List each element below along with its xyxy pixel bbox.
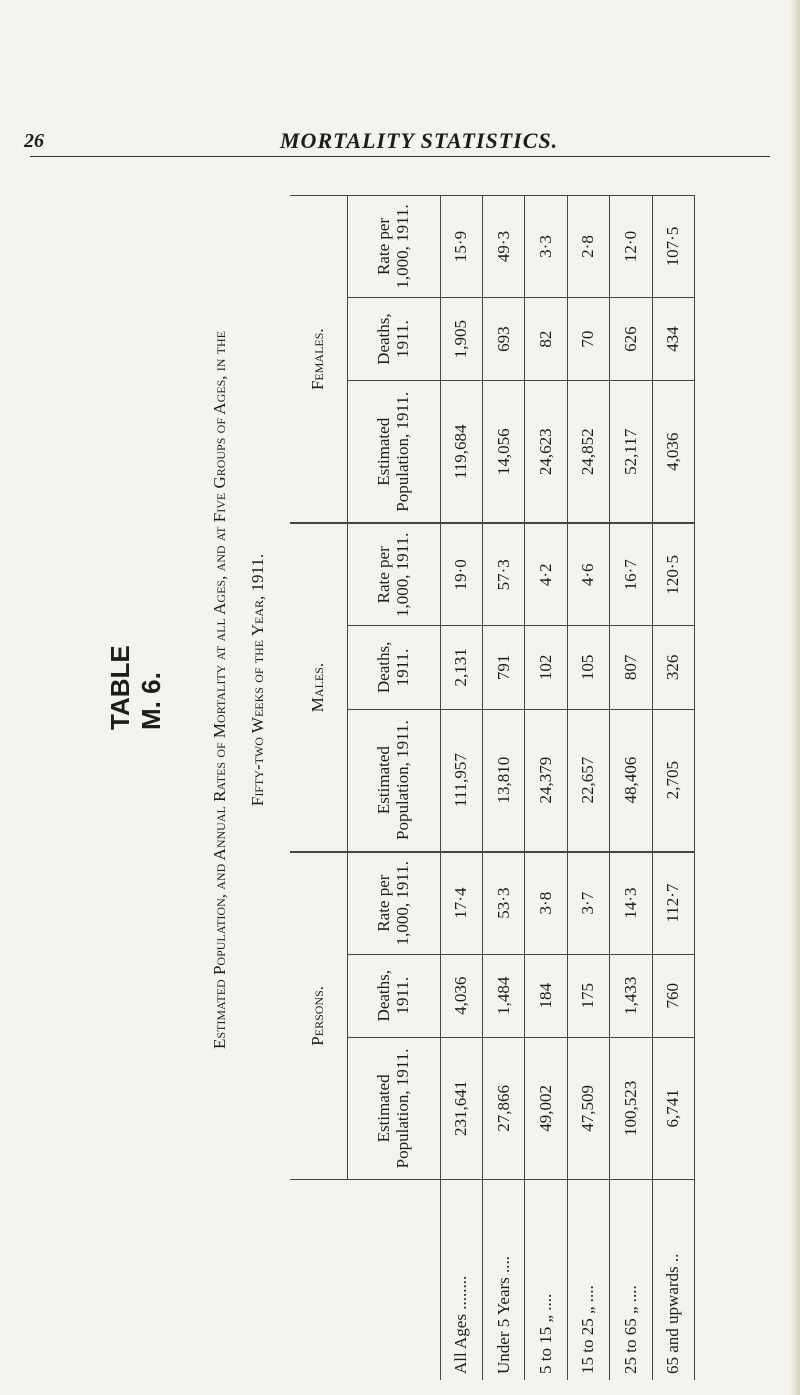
- cell-males-rate: 4·6: [567, 523, 609, 625]
- table-caption-line-1: Estimated Population, and Annual Rates of Mortality at all Ages, and at Five Groups of Ages, in the: [210, 331, 229, 1050]
- page-number: 26: [24, 130, 44, 152]
- group-header-males: Males.: [290, 523, 348, 851]
- table-row: [482, 196, 524, 1381]
- subheader-rate: Rate per 1,000, 1911.: [348, 523, 440, 625]
- row-label: 15 to 25 „ ....: [567, 1180, 609, 1381]
- cell-females-population: 119,684: [440, 381, 482, 524]
- cell-persons-population: 27,866: [482, 1037, 524, 1179]
- cell-persons-deaths: 1,484: [482, 954, 524, 1037]
- cell-persons-rate: 3·7: [567, 852, 609, 954]
- cell-persons-population: 6,741: [652, 1037, 694, 1179]
- cell-males-deaths: 791: [482, 626, 524, 709]
- cell-persons-rate: 53·3: [482, 852, 524, 954]
- cell-females-deaths: 626: [610, 297, 652, 380]
- cell-females-deaths: 1,905: [440, 297, 482, 380]
- page-header: [0, 0, 800, 160]
- cell-males-population: 111,957: [440, 709, 482, 852]
- row-label: All Ages ........: [440, 1180, 482, 1381]
- table-row: [610, 196, 652, 1381]
- cell-females-rate: 2·8: [567, 196, 609, 298]
- cell-males-population: 22,657: [567, 709, 609, 852]
- cell-females-rate: 15·9: [440, 196, 482, 298]
- cell-persons-population: 47,509: [567, 1037, 609, 1179]
- cell-males-deaths: 2,131: [440, 626, 482, 709]
- table-row: [525, 196, 567, 1381]
- subheader-rate: Rate per 1,000, 1911.: [348, 852, 440, 954]
- cell-males-population: 2,705: [652, 709, 694, 852]
- cell-persons-rate: 112·7: [652, 852, 694, 954]
- cell-persons-deaths: 184: [525, 954, 567, 1037]
- row-label: 65 and upwards ..: [652, 1180, 694, 1381]
- cell-persons-deaths: 4,036: [440, 954, 482, 1037]
- table-row: [440, 196, 482, 1381]
- cell-females-deaths: 70: [567, 297, 609, 380]
- table-label: TABLE M. 6.: [105, 645, 166, 730]
- subheader-population: Estimated Population, 1911.: [348, 709, 440, 852]
- cell-females-rate: 107·5: [652, 196, 694, 298]
- subheader-population: Estimated Population, 1911.: [348, 1037, 440, 1179]
- cell-females-deaths: 693: [482, 297, 524, 380]
- cell-males-rate: 19·0: [440, 523, 482, 625]
- cell-females-deaths: 434: [652, 297, 694, 380]
- cell-females-rate: 3·3: [525, 196, 567, 298]
- cell-persons-population: 100,523: [610, 1037, 652, 1179]
- cell-females-population: 4,036: [652, 381, 694, 524]
- header-rule: [30, 156, 770, 157]
- cell-persons-population: 231,641: [440, 1037, 482, 1179]
- cell-persons-rate: 3·8: [525, 852, 567, 954]
- page-edge-shadow: [790, 0, 800, 1395]
- row-label: 5 to 15 „ ....: [525, 1180, 567, 1381]
- subheader-deaths: Deaths, 1911.: [348, 954, 440, 1037]
- cell-males-population: 48,406: [610, 709, 652, 852]
- subheader-deaths: Deaths, 1911.: [348, 297, 440, 380]
- subheader-deaths: Deaths, 1911.: [348, 626, 440, 709]
- cell-males-rate: 57·3: [482, 523, 524, 625]
- cell-males-population: 13,810: [482, 709, 524, 852]
- cell-females-population: 14,056: [482, 381, 524, 524]
- subheader-rate: Rate per 1,000, 1911.: [348, 196, 440, 298]
- subheader-population: Estimated Population, 1911.: [348, 381, 440, 524]
- cell-persons-rate: 14·3: [610, 852, 652, 954]
- running-title: MORTALITY STATISTICS.: [280, 128, 559, 153]
- cell-females-population: 52,117: [610, 381, 652, 524]
- cell-females-deaths: 82: [525, 297, 567, 380]
- group-header-persons: Persons.: [290, 852, 348, 1180]
- cell-males-deaths: 102: [525, 626, 567, 709]
- cell-persons-deaths: 760: [652, 954, 694, 1037]
- cell-females-population: 24,623: [525, 381, 567, 524]
- table-row: [652, 196, 694, 1381]
- cell-males-deaths: 326: [652, 626, 694, 709]
- cell-persons-population: 49,002: [525, 1037, 567, 1179]
- cell-males-deaths: 807: [610, 626, 652, 709]
- group-header-row: [290, 196, 348, 1381]
- group-header-females: Females.: [290, 196, 348, 524]
- row-label: 25 to 65 „ ....: [610, 1180, 652, 1381]
- cell-females-population: 24,852: [567, 381, 609, 524]
- mortality-table: [290, 195, 695, 1380]
- cell-persons-deaths: 175: [567, 954, 609, 1037]
- cell-females-rate: 49·3: [482, 196, 524, 298]
- cell-males-rate: 120·5: [652, 523, 694, 625]
- cell-males-deaths: 105: [567, 626, 609, 709]
- row-label-header: [290, 1180, 440, 1381]
- cell-persons-rate: 17·4: [440, 852, 482, 954]
- cell-males-rate: 16·7: [610, 523, 652, 625]
- cell-persons-deaths: 1,433: [610, 954, 652, 1037]
- table-row: [567, 196, 609, 1381]
- row-label: Under 5 Years ....: [482, 1180, 524, 1381]
- cell-females-rate: 12·0: [610, 196, 652, 298]
- cell-males-population: 24,379: [525, 709, 567, 852]
- table-caption-line-2: Fifty-two Weeks of the Year, 1911.: [248, 553, 267, 807]
- cell-males-rate: 4·2: [525, 523, 567, 625]
